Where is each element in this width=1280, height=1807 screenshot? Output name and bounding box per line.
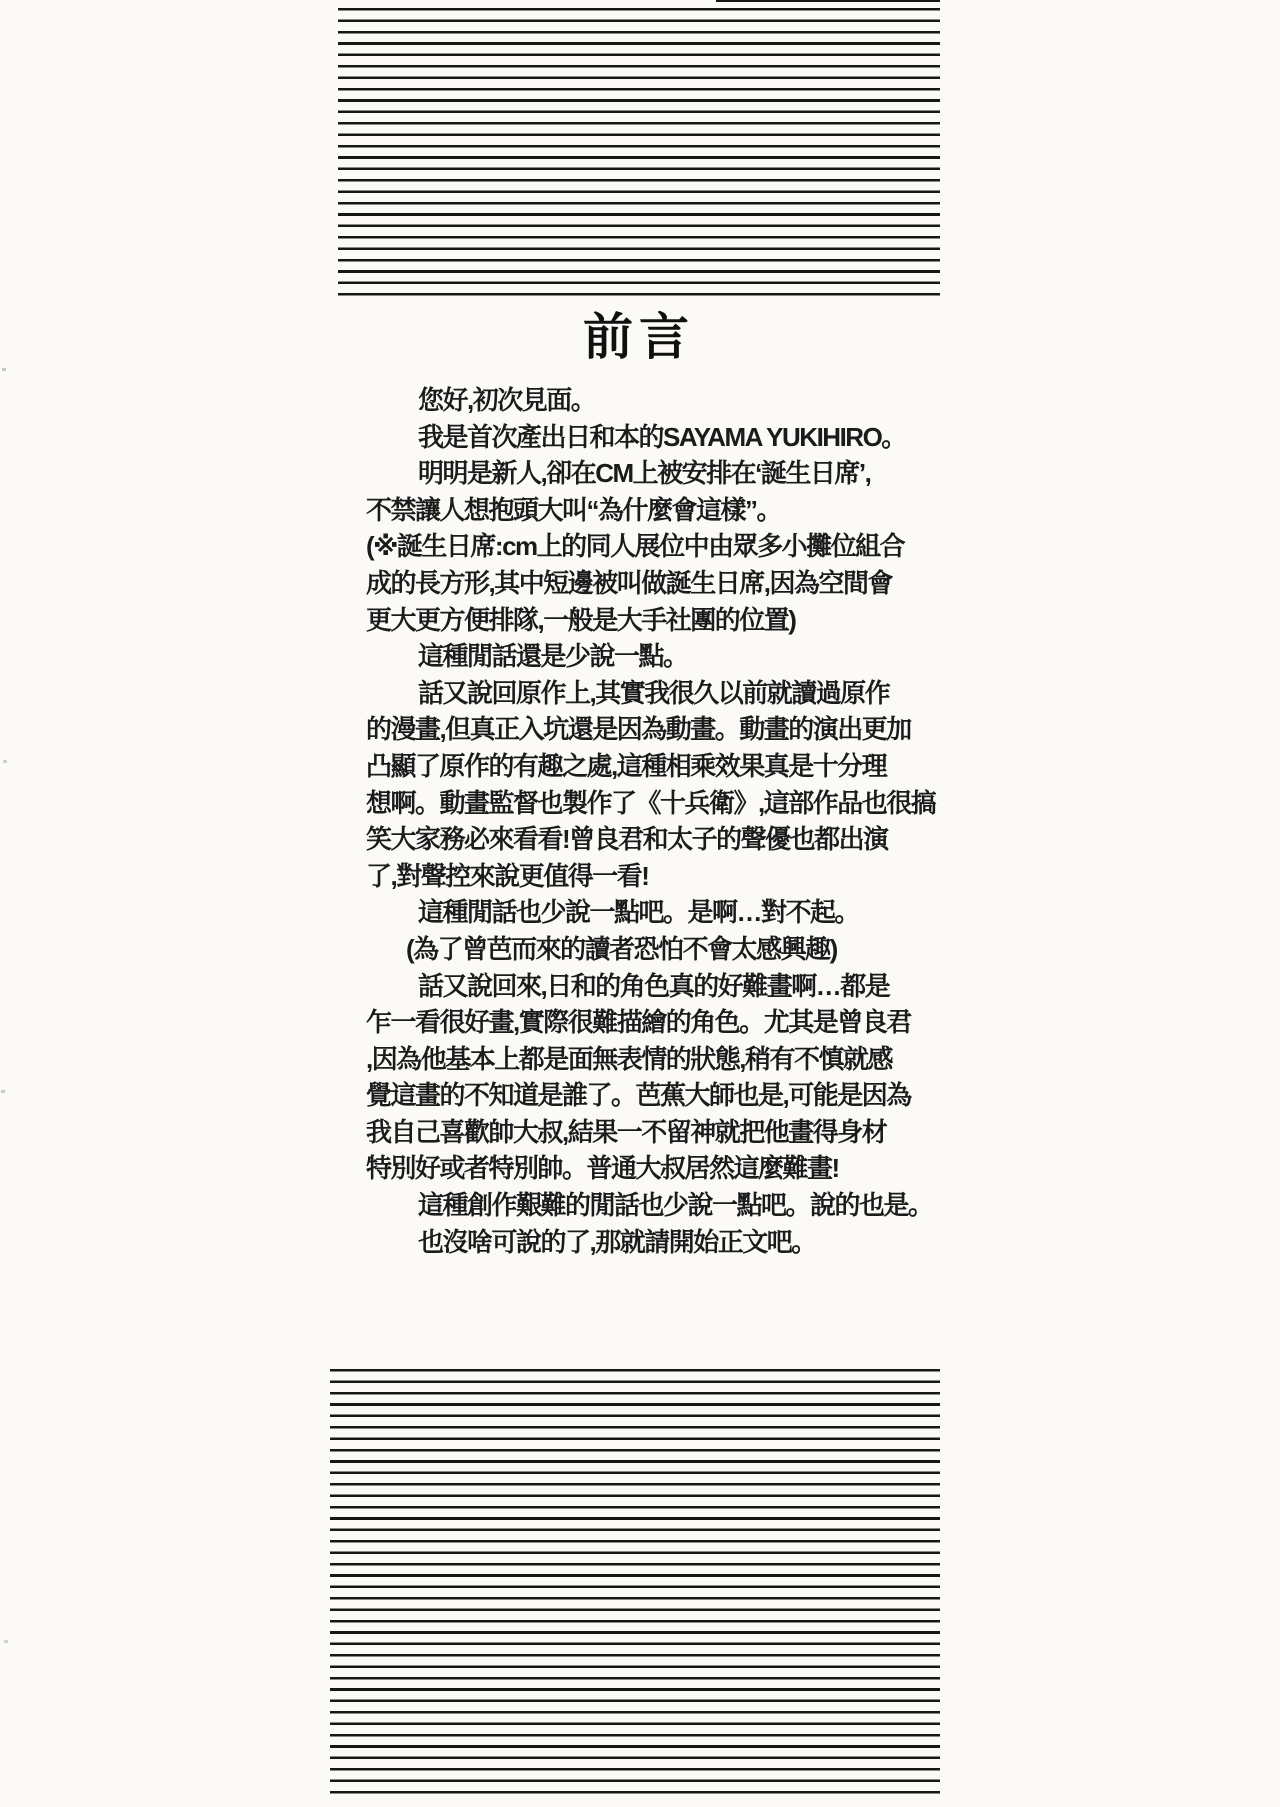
preface-line-2: 我是首次產出日和本的SAYAMA YUKIHIRO。 (418, 421, 906, 452)
preface-line-23: 這種創作艱難的閒話也少說一點吧。說的也是。 (418, 1190, 933, 1221)
preface-line-5: (※誕生日席:cm上的同人展位中由眾多小攤位組合 (366, 531, 905, 562)
top-partial-stripe-decoration (716, 0, 940, 2)
scan-noise-specks (2, 368, 6, 371)
preface-line-7: 更大更方便排隊,一般是大手社團的位置) (366, 604, 796, 635)
preface-line-14: 了,對聲控來說更值得一看! (366, 860, 649, 891)
preface-text-block (366, 382, 936, 1260)
bottom-stripes-decoration (330, 1369, 940, 1795)
preface-line-24: 也沒啥可說的了,那就請開始正文吧。 (418, 1226, 816, 1257)
preface-line-6: 成的長方形,其中短邊被叫做誕生日席,因為空間會 (366, 567, 892, 598)
preface-line-18: 乍一看很好畫,實際很難描繪的角色。尤其是曾良君 (366, 1007, 911, 1038)
preface-line-19: ,因為他基本上都是面無表情的狀態,稍有不慎就感 (366, 1043, 892, 1074)
preface-line-22: 特別好或者特別帥。普通大叔居然這麼難畫! (366, 1153, 839, 1184)
preface-line-17: 話又說回來,日和的角色真的好難畫啊…都是 (418, 970, 890, 1001)
preface-line-10: 的漫畫,但真正入坑還是因為動畫。動畫的演出更加 (366, 714, 911, 745)
preface-line-3: 明明是新人,卻在CM上被安排在‘誕生日席’, (418, 458, 871, 489)
preface-line-20: 覺這畫的不知道是誰了。芭蕉大師也是,可能是因為 (366, 1080, 911, 1111)
preface-line-15: 這種閒話也少說一點吧。是啊…對不起。 (418, 897, 860, 928)
preface-line-12: 想啊。動畫監督也製作了《十兵衛》,這部作品也很搞 (366, 787, 936, 818)
preface-line-9: 話又說回原作上,其實我很久以前就讀過原作 (418, 677, 890, 708)
preface-line-4: 不禁讓人想抱頭大叫“為什麼會這樣”。 (366, 494, 782, 525)
top-stripes-decoration (338, 8, 940, 296)
preface-line-13: 笑大家務必來看看!曾良君和太子的聲優也都出演 (366, 824, 888, 855)
page-title: 前言 (583, 309, 695, 365)
preface-line-1: 您好,初次見面。 (418, 385, 596, 415)
preface-line-16: (為了曾芭而來的讀者恐怕不會太感興趣) (406, 933, 837, 964)
preface-line-11: 凸顯了原作的有趣之處,這種相乘效果真是十分理 (366, 750, 887, 781)
preface-line-8: 這種閒話還是少說一點。 (418, 641, 688, 672)
preface-line-21: 我自己喜歡帥大叔,結果一不留神就把他畫得身材 (366, 1116, 887, 1147)
